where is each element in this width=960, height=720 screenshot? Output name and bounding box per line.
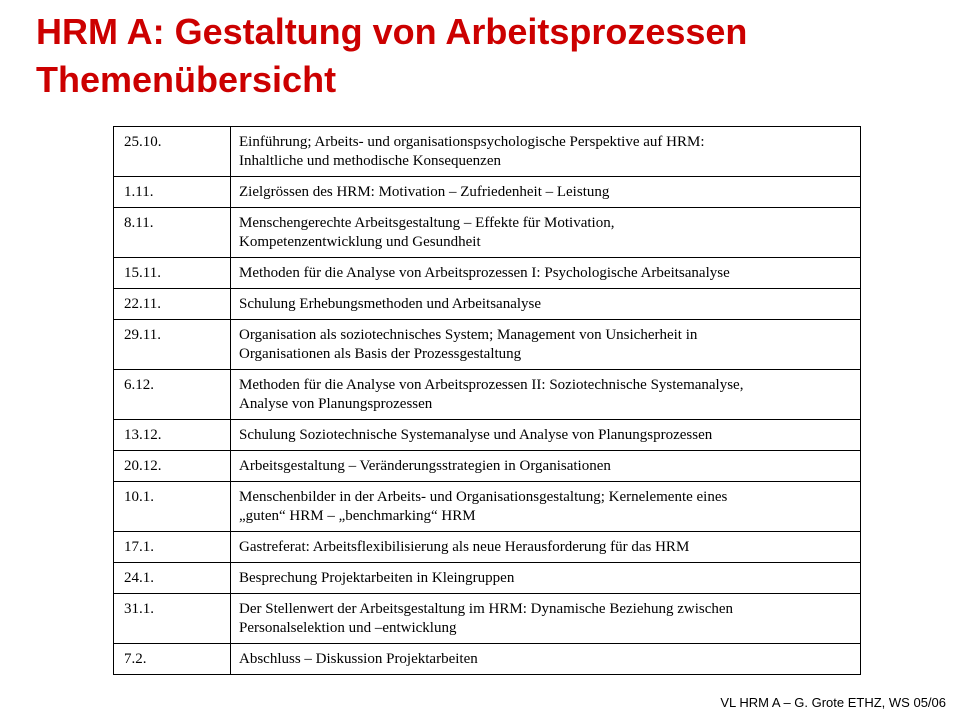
schedule-row bbox=[114, 370, 861, 420]
schedule-topic bbox=[231, 208, 861, 258]
schedule-row bbox=[114, 644, 861, 675]
schedule-topic bbox=[231, 420, 861, 451]
schedule-topic-line-1: Menschenbilder in der Arbeits- und Organisationsgestaltung; Kernelemente eines bbox=[239, 489, 728, 505]
schedule-topic-line-1: Menschengerechte Arbeitsgestaltung – Effekte für Motivation, bbox=[239, 215, 615, 231]
schedule-row bbox=[114, 482, 861, 532]
schedule-table-body bbox=[114, 127, 861, 675]
schedule-row bbox=[114, 420, 861, 451]
schedule-date: 17.1. bbox=[114, 532, 231, 563]
schedule-date: 29.11. bbox=[114, 320, 231, 370]
schedule-topic-line-1: Gastreferat: Arbeitsflexibilisierung als neue Herausforderung für das HRM bbox=[239, 539, 690, 555]
schedule-row bbox=[114, 289, 861, 320]
schedule-topic-line-1: Schulung Soziotechnische Systemanalyse und Analyse von Planungsprozessen bbox=[239, 427, 713, 443]
schedule-topic bbox=[231, 289, 861, 320]
schedule-date: 1.11. bbox=[114, 177, 231, 208]
schedule-topic bbox=[231, 644, 861, 675]
schedule-date: 15.11. bbox=[114, 258, 231, 289]
schedule-date: 24.1. bbox=[114, 563, 231, 594]
schedule-date: 13.12. bbox=[114, 420, 231, 451]
schedule-date: 6.12. bbox=[114, 370, 231, 420]
schedule-date: 20.12. bbox=[114, 451, 231, 482]
schedule-topic bbox=[231, 563, 861, 594]
schedule-topic-line-1: Methoden für die Analyse von Arbeitsprozessen I: Psychologische Arbeitsanalyse bbox=[239, 265, 730, 281]
schedule-topic bbox=[231, 532, 861, 563]
schedule-row bbox=[114, 258, 861, 289]
schedule-topic-line-2: Organisationen als Basis der Prozessgestaltung bbox=[239, 346, 522, 362]
schedule-topic-line-2: Personalselektion und –entwicklung bbox=[239, 620, 457, 636]
schedule-topic bbox=[231, 127, 861, 177]
schedule-topic-line-1: Methoden für die Analyse von Arbeitsprozessen II: Soziotechnische Systemanalyse, bbox=[239, 377, 744, 393]
schedule-topic bbox=[231, 320, 861, 370]
schedule-topic bbox=[231, 258, 861, 289]
schedule-table bbox=[113, 126, 861, 675]
schedule-topic-line-1: Arbeitsgestaltung – Veränderungsstrategien in Organisationen bbox=[239, 458, 611, 474]
slide-footer: VL HRM A – G. Grote ETHZ, WS 05/06 bbox=[720, 695, 946, 710]
schedule-topic-line-1: Einführung; Arbeits- und organisationspsychologische Perspektive auf HRM: bbox=[239, 134, 705, 150]
slide-title-line-1: HRM A: Gestaltung von Arbeitsprozessen bbox=[36, 11, 748, 52]
schedule-topic-line-1: Organisation als soziotechnisches System; Management von Unsicherheit in bbox=[239, 327, 698, 343]
schedule-topic bbox=[231, 370, 861, 420]
schedule-date: 25.10. bbox=[114, 127, 231, 177]
schedule-topic-line-2: Inhaltliche und methodische Konsequenzen bbox=[239, 153, 502, 169]
schedule-row bbox=[114, 563, 861, 594]
schedule-date: 31.1. bbox=[114, 594, 231, 644]
schedule-row bbox=[114, 594, 861, 644]
schedule-row bbox=[114, 451, 861, 482]
schedule-topic-line-1: Der Stellenwert der Arbeitsgestaltung im HRM: Dynamische Beziehung zwischen bbox=[239, 601, 734, 617]
schedule-date: 7.2. bbox=[114, 644, 231, 675]
schedule-topic-line-2: „guten“ HRM – „benchmarking“ HRM bbox=[239, 508, 476, 524]
schedule-topic-line-1: Schulung Erhebungsmethoden und Arbeitsanalyse bbox=[239, 296, 542, 312]
schedule-topic-line-2: Kompetenzentwicklung und Gesundheit bbox=[239, 234, 481, 250]
slide-title bbox=[36, 8, 936, 104]
schedule-topic-line-1: Besprechung Projektarbeiten in Kleingruppen bbox=[239, 570, 515, 586]
schedule-row bbox=[114, 532, 861, 563]
schedule-row bbox=[114, 208, 861, 258]
schedule-topic-line-1: Abschluss – Diskussion Projektarbeiten bbox=[239, 651, 478, 667]
schedule-topic-line-1: Zielgrössen des HRM: Motivation – Zufriedenheit – Leistung bbox=[239, 184, 610, 200]
schedule-row bbox=[114, 127, 861, 177]
schedule-topic bbox=[231, 451, 861, 482]
schedule-date: 10.1. bbox=[114, 482, 231, 532]
schedule-topic-line-2: Analyse von Planungsprozessen bbox=[239, 396, 433, 412]
schedule-topic bbox=[231, 482, 861, 532]
slide-title-line-2: Themenübersicht bbox=[36, 59, 337, 100]
schedule-topic bbox=[231, 594, 861, 644]
schedule-date: 8.11. bbox=[114, 208, 231, 258]
schedule-row bbox=[114, 320, 861, 370]
schedule-date: 22.11. bbox=[114, 289, 231, 320]
schedule-topic bbox=[231, 177, 861, 208]
schedule-row bbox=[114, 177, 861, 208]
